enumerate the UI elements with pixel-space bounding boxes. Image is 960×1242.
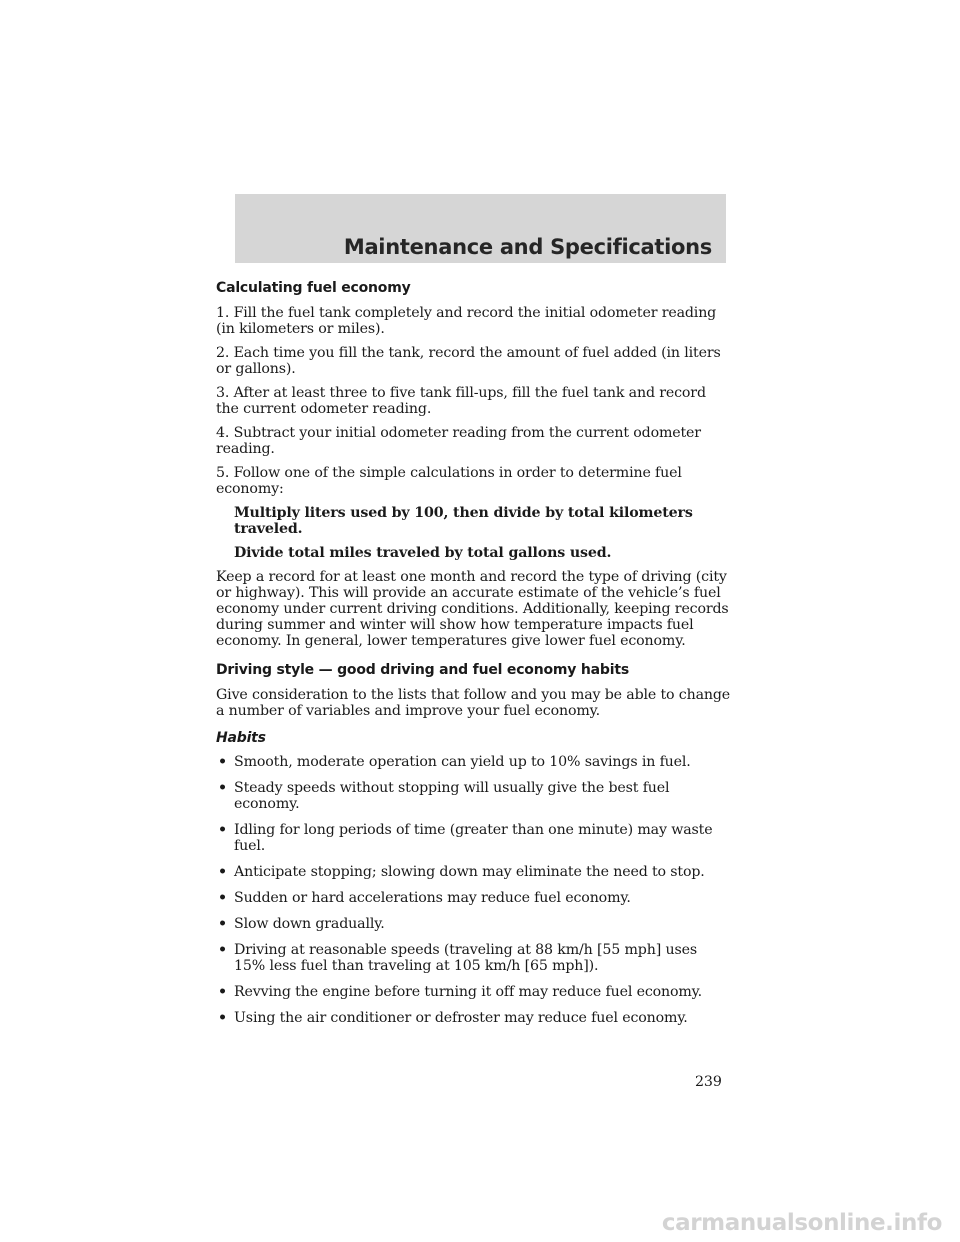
heading-habits: Habits: [216, 730, 266, 746]
list-item: [216, 916, 731, 932]
list-item-text: Smooth, moderate operation can yield up to 10% savings in fuel.: [234, 754, 691, 770]
heading-driving-style: Driving style — good driving and fuel economy habits: [216, 662, 629, 678]
list-item-text: Using the air conditioner or defroster may reduce fuel economy.: [234, 1010, 688, 1026]
list-item: [216, 890, 731, 906]
bullet-icon: •: [218, 864, 227, 880]
bullet-icon: •: [218, 890, 227, 906]
formula-imperial: Divide total miles traveled by total gallons used.: [234, 545, 612, 561]
list-item-text: Driving at reasonable speeds (traveling at 88 km/h [55 mph] uses 15% less fuel than traveling at 105 km/h [65 mph]).: [234, 942, 697, 974]
bullet-icon: •: [218, 780, 227, 796]
page-number: 239: [695, 1074, 722, 1090]
list-item: [216, 942, 731, 974]
list-item: [216, 1010, 731, 1026]
habits-list: [216, 754, 731, 1026]
watermark-text: carmanualsonline.info: [661, 1210, 942, 1236]
record-keeping-paragraph: Keep a record for at least one month and record the type of driving (city or highway). This will provide an accurate estimate of the vehicle’s fuel economy under current driving conditions. Additionally, keeping records during summer and winter will show how temperature impacts fuel economy. In general, lower temperatures give lower fuel economy.: [216, 569, 729, 649]
step-item: 3. After at least three to five tank fill-ups, fill the fuel tank and record the current odometer reading.: [216, 385, 706, 417]
list-item-text: Revving the engine before turning it off may reduce fuel economy.: [234, 984, 703, 1000]
section-header-band: [235, 194, 726, 263]
list-item: [216, 780, 731, 812]
driving-style-intro: Give consideration to the lists that follow and you may be able to change a number of variables and improve your fuel economy.: [216, 687, 731, 719]
bullet-icon: •: [218, 984, 227, 1000]
bullet-icon: •: [218, 754, 227, 770]
step-item: 4. Subtract your initial odometer reading from the current odometer reading.: [216, 425, 701, 457]
list-item-text: Sudden or hard accelerations may reduce fuel economy.: [234, 890, 631, 906]
list-item-text: Anticipate stopping; slowing down may eliminate the need to stop.: [234, 864, 705, 880]
step-item: 5. Follow one of the simple calculations in order to determine fuel economy:: [216, 465, 682, 497]
bullet-icon: •: [218, 822, 227, 838]
bullet-icon: •: [218, 942, 227, 958]
bullet-icon: •: [218, 916, 227, 932]
formula-metric: Multiply liters used by 100, then divide by total kilometers traveled.: [234, 505, 693, 537]
step-item: 2. Each time you fill the tank, record the amount of fuel added (in liters or gallons).: [216, 345, 721, 377]
list-item: [216, 754, 731, 770]
page-content: [216, 280, 731, 1026]
list-item: [216, 822, 731, 854]
list-item-text: Steady speeds without stopping will usually give the best fuel economy.: [234, 780, 670, 812]
bullet-icon: •: [218, 1010, 227, 1026]
section-title: Maintenance and Specifications: [343, 235, 712, 259]
step-item: 1. Fill the fuel tank completely and record the initial odometer reading (in kilometers or miles).: [216, 305, 717, 337]
list-item: [216, 864, 731, 880]
list-item: [216, 984, 731, 1000]
list-item-text: Slow down gradually.: [234, 916, 385, 932]
list-item-text: Idling for long periods of time (greater than one minute) may waste fuel.: [234, 822, 713, 854]
heading-calculating-fuel-economy: Calculating fuel economy: [216, 280, 411, 296]
